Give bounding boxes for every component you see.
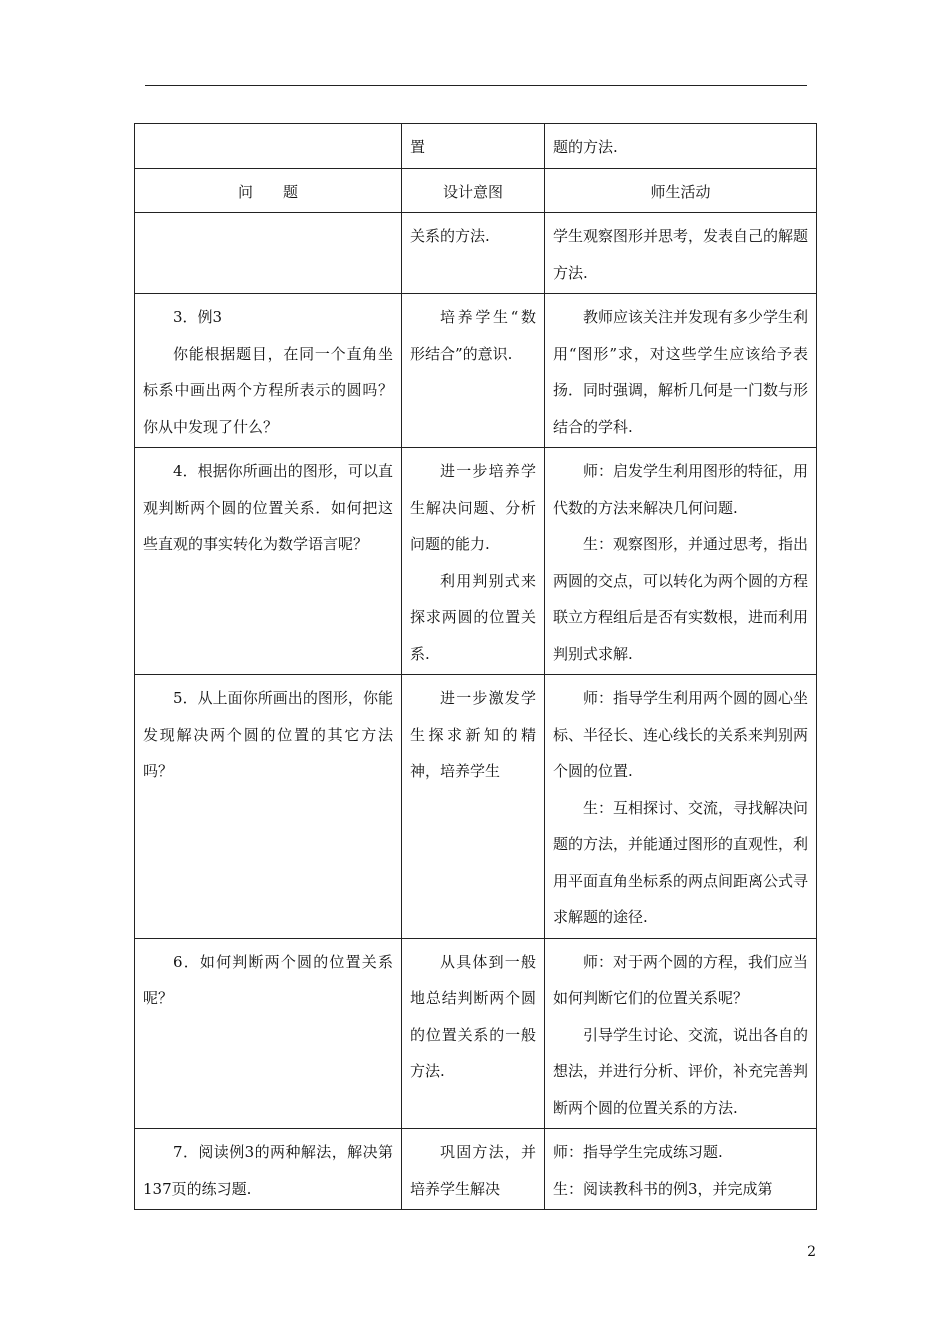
cell-activity: [545, 938, 817, 1129]
cell-activity: [545, 675, 817, 939]
cell-question: [135, 213, 402, 294]
cell-question: [135, 124, 402, 169]
cell-question: [135, 1129, 402, 1210]
table-row: [135, 213, 817, 294]
cell-activity: 学生观察图形并思考，发表自己的解题方法.: [545, 213, 817, 294]
question-text: 7．阅读例3的两种解法，解决第137页的练习题.: [143, 1143, 393, 1198]
intent-text: 利用判别式来探求两圆的位置关系.: [410, 571, 536, 663]
teacher-activity: 师：指导学生利用两个圆的圆心坐标、半径长、连心线长的关系来判别两个圆的位置.: [553, 689, 809, 780]
student-activity: 生：观察图形，并通过思考，指出两圆的交点，可以转化为两个圆的方程联立方程组后是否有实数根，进而利用判别式求解.: [553, 535, 809, 663]
header-activity: 师生活动: [545, 168, 817, 213]
table-row: [135, 675, 817, 939]
intent-text: 培养学生“数形结合”的意识.: [410, 308, 536, 363]
activity-text: 教师应该关注并发现有多少学生利用“图形”求，对这些学生应该给予表扬．同时强调，解析几何是一门数与形结合的学科.: [553, 308, 809, 436]
question-text: 4．根据你所画出的图形，可以直观判断两个圆的位置关系．如何把这些直观的事实转化为数学语言呢？: [143, 462, 393, 553]
teacher-activity: 师：启发学生利用图形的特征，用代数的方法来解决几何问题.: [553, 462, 809, 517]
page-number: 2: [807, 1244, 816, 1260]
lesson-plan-table: [134, 123, 817, 1210]
table-row: [135, 124, 817, 169]
cell-intent: [402, 1129, 545, 1210]
cell-activity: [545, 294, 817, 448]
cell-intent: [402, 675, 545, 939]
header-rule: [145, 85, 807, 86]
cell-intent: 关系的方法.: [402, 213, 545, 294]
table-row: [135, 1129, 817, 1210]
intent-text: 从具体到一般地总结判断两个圆的位置关系的一般方法.: [410, 952, 536, 1080]
cell-activity: 题的方法.: [545, 124, 817, 169]
student-activity: 生：互相探讨、交流，寻找解决问题的方法，并能通过图形的直观性，利用平面直角坐标系的两点间距离公式寻求解题的途径.: [553, 798, 809, 926]
teacher-activity: 师：对于两个圆的方程，我们应当如何判断它们的位置关系呢？: [553, 952, 809, 1007]
table-row: [135, 938, 817, 1129]
cell-question: [135, 294, 402, 448]
student-activity: 生：阅读教科书的例3，并完成第: [553, 1179, 773, 1198]
header-question: 问 题: [135, 168, 402, 213]
guidance-activity: 引导学生讨论、交流，说出各自的想法，并进行分析、评价，补充完善判断两个圆的位置关系的方法.: [553, 1025, 809, 1117]
header-intent: 设计意图: [402, 168, 545, 213]
intent-text: 进一步培养学生解决问题、分析问题的能力.: [410, 462, 536, 553]
cell-question: [135, 675, 402, 939]
cell-intent: 置: [402, 124, 545, 169]
question-number: 3．例3: [173, 308, 223, 326]
cell-activity: [545, 1129, 817, 1210]
cell-intent: [402, 938, 545, 1129]
table-header-row: [135, 168, 817, 213]
cell-activity: [545, 448, 817, 675]
cell-question: [135, 938, 402, 1129]
table-row: [135, 294, 817, 448]
table-row: [135, 448, 817, 675]
question-text: 6．如何判断两个圆的位置关系呢？: [143, 952, 393, 1007]
teacher-activity: 师：指导学生完成练习题.: [553, 1143, 723, 1161]
cell-intent: [402, 294, 545, 448]
cell-question: [135, 448, 402, 675]
question-text: 5．从上面你所画出的图形，你能发现解决两个圆的位置的其它方法吗？: [143, 689, 393, 780]
question-text: 你能根据题目，在同一个直角坐标系中画出两个方程所表示的圆吗？你从中发现了什么？: [143, 344, 393, 436]
cell-intent: [402, 448, 545, 675]
intent-text: 进一步激发学生探求新知的精神，培养学生: [410, 689, 536, 780]
intent-text: 巩固方法，并培养学生解决: [410, 1143, 536, 1198]
